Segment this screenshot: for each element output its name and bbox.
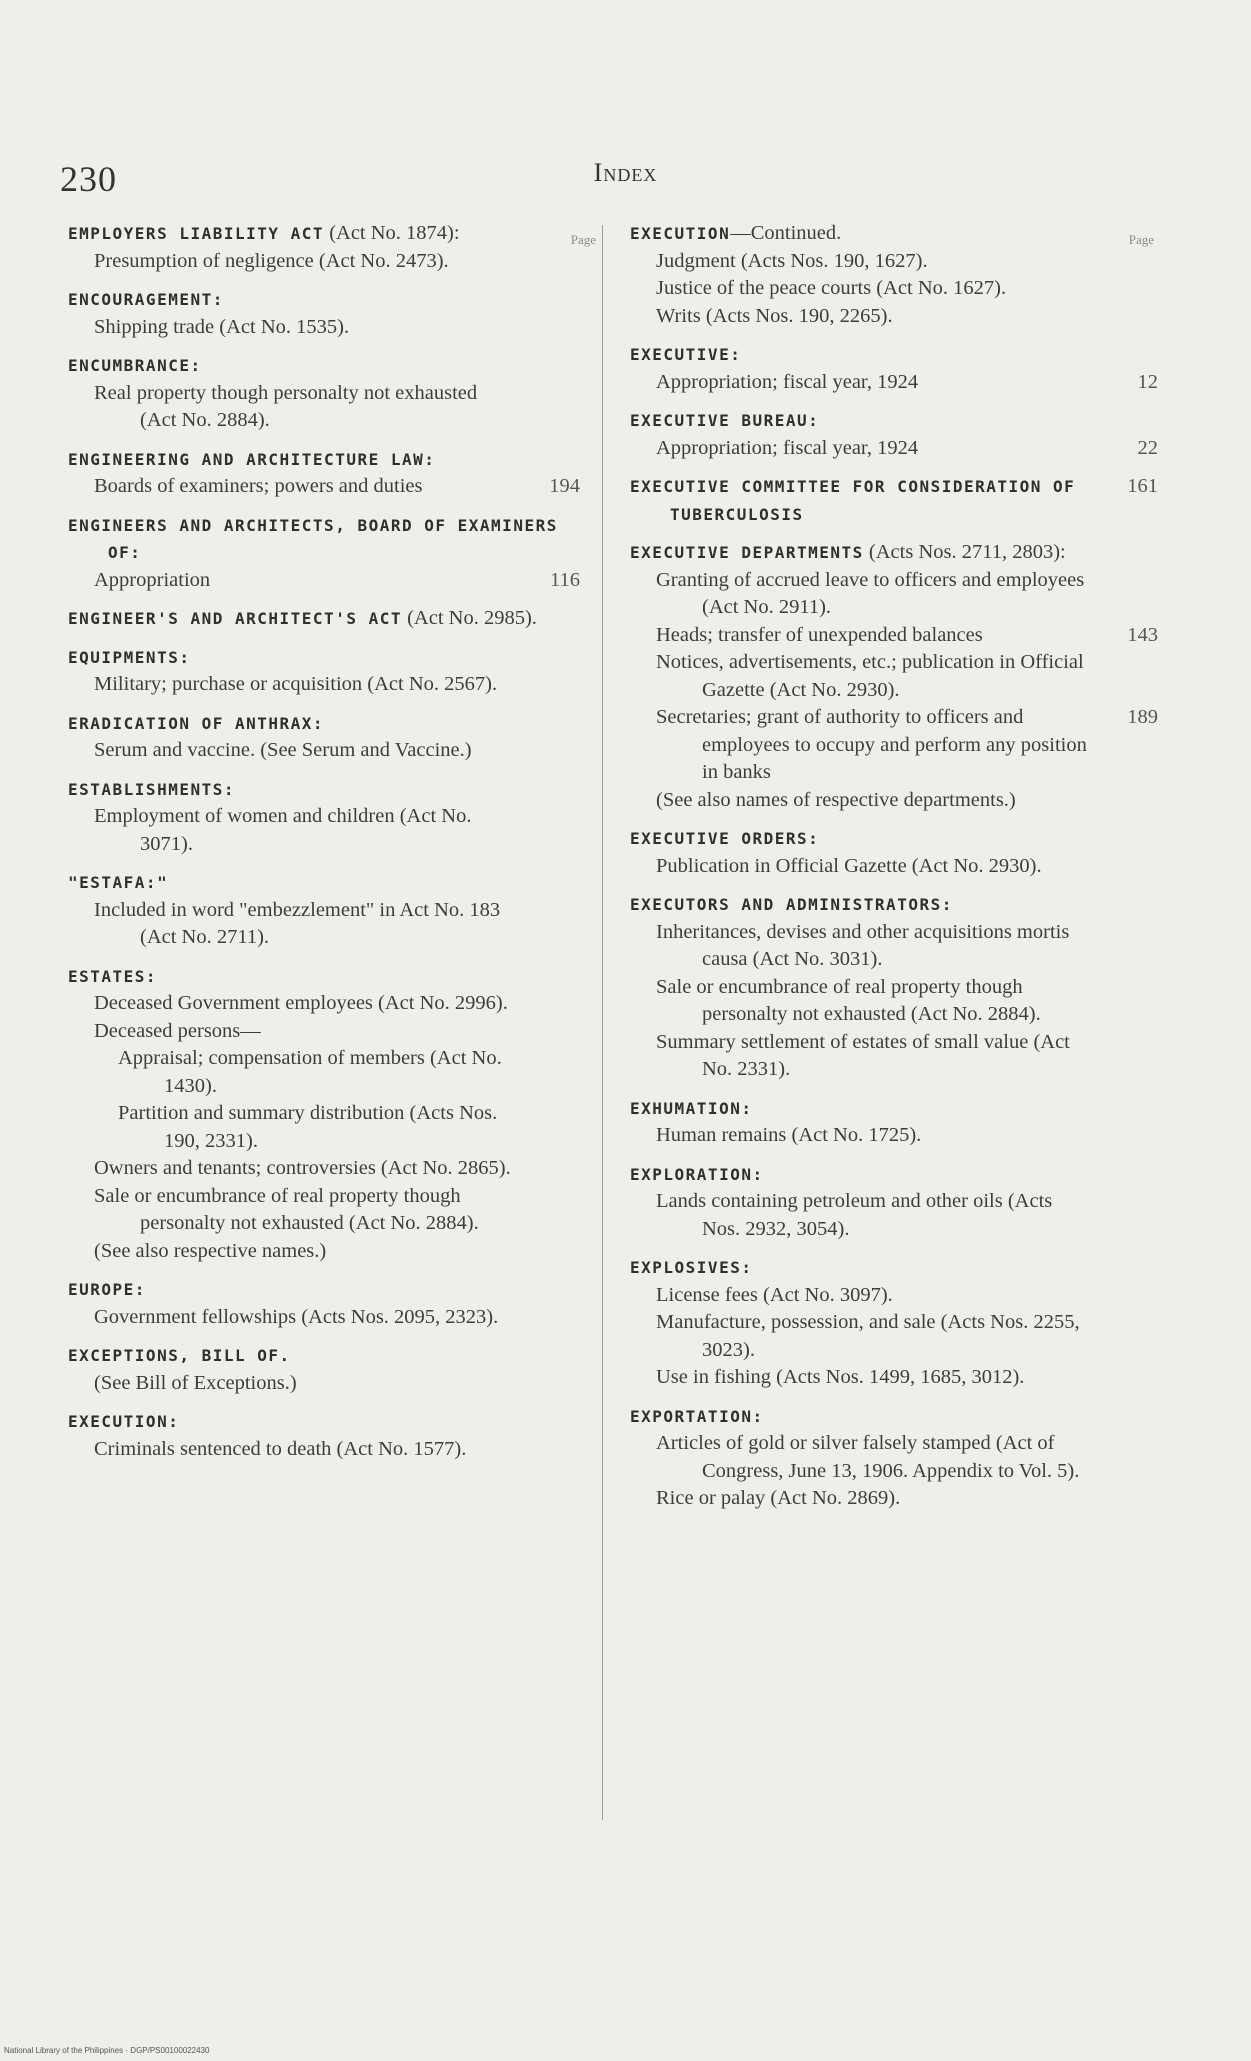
index-page-ref: 22	[1137, 436, 1158, 459]
index-subentry-text: Summary settlement of estates of small value (Act No. 2331).	[656, 1030, 1070, 1080]
index-subentry	[630, 974, 1158, 1029]
index-heading: EXECUTIVE DEPARTMENTS	[630, 543, 864, 562]
index-heading-wrap	[68, 220, 580, 248]
index-heading-line	[630, 539, 1158, 567]
index-subentry	[68, 314, 580, 342]
index-heading-wrap	[630, 825, 1158, 853]
index-heading-wrap	[630, 220, 1158, 248]
index-entry	[630, 825, 1158, 880]
index-heading-wrap	[68, 446, 580, 474]
running-head: Index	[593, 158, 658, 187]
index-subentry-text: Employment of women and children (Act No. 3071).	[94, 805, 472, 855]
index-subentry	[68, 1436, 580, 1464]
index-heading-line	[68, 1408, 580, 1436]
scan-footer: National Library of the Philippines · DGP/PS00100022430	[4, 2046, 210, 2055]
index-entry	[630, 473, 1158, 528]
index-entry	[630, 1161, 1158, 1244]
index-heading-line	[68, 446, 580, 474]
index-heading-line	[68, 1276, 580, 1304]
index-heading: EXECUTIVE COMMITTEE FOR CONSIDERATION OF TUBERCULOSIS	[630, 477, 1076, 524]
index-heading-wrap	[630, 1403, 1158, 1431]
index-subentry	[630, 1282, 1158, 1310]
index-heading: EQUIPMENTS:	[68, 647, 191, 667]
index-page-ref: 161	[1127, 475, 1158, 497]
index-column-left	[68, 220, 596, 1474]
index-subentry	[630, 435, 1158, 463]
index-heading-wrap	[68, 776, 580, 804]
index-entry	[630, 407, 1158, 462]
index-entry	[630, 1403, 1158, 1513]
index-page-ref: 143	[1127, 623, 1158, 646]
index-subentry	[630, 622, 1158, 650]
index-heading-line	[68, 869, 580, 897]
index-heading-wrap	[68, 605, 580, 633]
index-entry	[68, 352, 580, 435]
column-divider	[602, 225, 603, 1820]
index-heading-wrap	[630, 1254, 1158, 1282]
index-subentry-text: Notices, advertisements, etc.; publication in Official Gazette (Act No. 2930).	[656, 651, 1084, 701]
index-subentry-text: Justice of the peace courts (Act No. 1627).	[656, 277, 1007, 299]
index-heading: EXCEPTIONS, BILL OF.	[68, 1346, 291, 1365]
index-heading-suffix: (Acts Nos. 2711, 2803):	[863, 541, 1066, 563]
index-subentry	[68, 897, 580, 952]
index-heading-line	[68, 512, 580, 567]
index-heading-line	[68, 352, 580, 380]
index-subentry-text: Rice or palay (Act No. 2869).	[656, 1487, 901, 1509]
index-heading: EXECUTORS AND ADMINISTRATORS:	[630, 895, 953, 914]
index-heading-wrap	[630, 539, 1158, 567]
index-entry	[630, 1095, 1158, 1150]
index-heading: EXECUTION	[630, 224, 731, 243]
index-subentry	[68, 248, 580, 276]
index-subentry-text: Appraisal; compensation of members (Act No. 1430).	[118, 1047, 502, 1097]
index-subentry-text: (See Bill of Exceptions.)	[94, 1371, 297, 1394]
index-subentry-text: Lands containing petroleum and other oils (Acts Nos. 2932, 3054).	[656, 1190, 1053, 1240]
index-page-ref: 194	[549, 475, 580, 497]
index-subentry-text: Included in word "embezzlement" in Act No. 183 (Act No. 2711).	[94, 898, 501, 948]
index-subentry	[630, 1430, 1158, 1485]
page-number: 230	[60, 159, 117, 199]
index-heading: EXECUTIVE BUREAU:	[630, 411, 820, 430]
index-page-ref: 189	[1127, 706, 1158, 728]
index-subentry-text: Military; purchase or acquisition (Act No. 2567).	[94, 673, 498, 695]
index-heading-wrap	[68, 1408, 580, 1436]
index-heading-wrap	[68, 869, 580, 897]
index-subentry-text: Writs (Acts Nos. 190, 2265).	[656, 304, 893, 327]
index-heading-line	[630, 825, 1158, 853]
index-subentry	[630, 853, 1158, 881]
index-subentry-text: Serum and vaccine. (See Serum and Vaccine.)	[94, 739, 472, 761]
index-entry	[68, 1276, 580, 1331]
index-subentry	[630, 1122, 1158, 1150]
index-subentry-text: Sale or encumbrance of real property though personalty not exhausted (Act No. 2884).	[656, 975, 1041, 1025]
index-subentry	[630, 787, 1158, 815]
index-subentry-text: Appropriation; fiscal year, 1924	[656, 436, 919, 459]
index-subentry	[630, 1029, 1158, 1084]
index-subentry-text: Real property though personalty not exhausted (Act No. 2884).	[94, 381, 478, 431]
index-heading-line	[68, 963, 580, 991]
index-subentry	[630, 369, 1158, 397]
index-subentry-text: Appropriation; fiscal year, 1924	[656, 370, 919, 393]
index-entry	[68, 644, 580, 699]
index-heading: "ESTAFA:"	[68, 873, 169, 892]
index-subentry	[68, 1155, 580, 1183]
index-subentry-text: Secretaries; grant of authority to officers and employees to occupy and perform any position in banks	[656, 706, 1087, 783]
index-subentry-text: Deceased Government employees (Act No. 2996).	[94, 992, 508, 1014]
index-subentry-text: Manufacture, possession, and sale (Acts Nos. 2255, 3023).	[656, 1311, 1080, 1361]
index-heading: ENGINEERS AND ARCHITECTS, BOARD OF EXAMINERS OF:	[68, 515, 558, 562]
index-heading: EXPORTATION:	[630, 1406, 764, 1426]
index-subentry-text: Deceased persons—	[94, 1019, 261, 1042]
index-entry	[68, 446, 580, 501]
index-entry	[68, 605, 580, 633]
index-entry	[68, 220, 580, 275]
index-entry	[630, 539, 1158, 814]
index-subentry	[68, 1370, 580, 1398]
index-heading-line	[630, 1161, 1158, 1189]
index-heading: EXPLOSIVES:	[630, 1258, 753, 1277]
index-heading-suffix: —Continued.	[730, 222, 842, 244]
index-heading: EXECUTIVE ORDERS:	[630, 829, 820, 848]
index-heading-wrap	[68, 352, 580, 380]
index-heading: EXHUMATION:	[630, 1098, 753, 1118]
index-subentry	[68, 1183, 580, 1238]
index-heading-line	[68, 1342, 580, 1370]
index-heading: EXECUTION:	[68, 1412, 180, 1431]
index-entry	[68, 963, 580, 1266]
index-page-ref: 116	[550, 568, 580, 591]
index-subentry	[68, 473, 580, 501]
index-heading-line	[68, 286, 580, 314]
index-entry	[68, 1342, 580, 1397]
index-heading-wrap	[68, 1276, 580, 1304]
index-subentry-text: Judgment (Acts Nos. 190, 1627).	[656, 249, 928, 272]
index-subentry	[630, 1188, 1158, 1243]
index-heading-line	[68, 220, 580, 248]
index-subentry-text: Owners and tenants; controversies (Act No. 2865).	[94, 1157, 511, 1179]
index-subentry	[630, 649, 1158, 704]
index-heading-line	[630, 1095, 1158, 1123]
index-subentry-text: Sale or encumbrance of real property though personalty not exhausted (Act No. 2884).	[94, 1184, 479, 1234]
index-subentry-text: (See also respective names.)	[94, 1239, 327, 1262]
index-subentry	[68, 1018, 580, 1046]
index-subentry-text: Boards of examiners; powers and duties	[94, 475, 423, 497]
index-subentry	[630, 275, 1158, 303]
index-subentry-text: Heads; transfer of unexpended balances	[656, 623, 983, 646]
index-heading: EXECUTIVE:	[630, 345, 742, 364]
index-heading-line	[68, 776, 580, 804]
index-subentry	[68, 671, 580, 699]
index-entry	[630, 220, 1158, 330]
index-subentry	[630, 919, 1158, 974]
index-entry	[68, 776, 580, 859]
index-subentry-text: Inheritances, devises and other acquisitions mortis causa (Act No. 3031).	[656, 920, 1070, 970]
index-subentry-text: (See also names of respective departments.)	[656, 788, 1016, 811]
index-heading: ESTABLISHMENTS:	[68, 779, 235, 799]
index-heading: ENCUMBRANCE:	[68, 356, 202, 375]
index-subentry	[68, 1238, 580, 1266]
index-heading-line	[68, 644, 580, 672]
index-entry	[630, 341, 1158, 396]
index-heading-suffix: (Act No. 2985).	[401, 607, 537, 629]
index-page-ref: 12	[1137, 370, 1158, 393]
index-subentry-text: Appropriation	[94, 568, 211, 591]
index-subentry	[630, 1309, 1158, 1364]
index-subentry-text: Criminals sentenced to death (Act No. 1577).	[94, 1437, 467, 1460]
index-subentry-text: Government fellowships (Acts Nos. 2095, 2323).	[94, 1305, 499, 1328]
index-subentry	[68, 380, 580, 435]
index-entry	[68, 710, 580, 765]
index-heading: ENGINEERING AND ARCHITECTURE LAW:	[68, 449, 436, 469]
page-column-label: Page	[1128, 232, 1154, 247]
index-heading-wrap	[630, 1095, 1158, 1123]
index-subentry	[68, 737, 580, 765]
index-entry	[630, 1254, 1158, 1392]
index-heading-wrap	[68, 644, 580, 672]
index-heading-line	[630, 473, 1158, 528]
index-heading-line	[68, 710, 580, 738]
index-subentry	[68, 990, 580, 1018]
index-subentry-text: Shipping trade (Act No. 1535).	[94, 315, 350, 338]
index-heading-line	[630, 407, 1158, 435]
index-subentry	[630, 248, 1158, 276]
index-heading-suffix: (Act No. 1874):	[324, 222, 460, 244]
index-heading: EUROPE:	[68, 1280, 146, 1299]
index-subentry	[68, 1100, 580, 1155]
index-subentry-text: Articles of gold or silver falsely stamped (Act of Congress, June 13, 1906. Appendix to Vol. 5).	[656, 1432, 1080, 1482]
index-entry	[68, 1408, 580, 1463]
index-heading: ENGINEER'S AND ARCHITECT'S ACT	[68, 609, 402, 628]
index-subentry-text: Use in fishing (Acts Nos. 1499, 1685, 3012).	[656, 1366, 1025, 1388]
index-heading: EXPLORATION:	[630, 1164, 764, 1184]
index-subentry-text: Partition and summary distribution (Acts Nos. 190, 2331).	[118, 1102, 498, 1152]
index-heading: EMPLOYERS LIABILITY ACT	[68, 224, 325, 243]
index-heading-wrap	[68, 1342, 580, 1370]
index-column-right	[630, 220, 1158, 1524]
index-heading-wrap	[630, 891, 1158, 919]
index-subentry	[630, 303, 1158, 331]
index-heading-wrap	[630, 341, 1158, 369]
index-subentry-text: License fees (Act No. 3097).	[656, 1283, 893, 1306]
index-subentry	[630, 567, 1158, 622]
index-subentry	[630, 1364, 1158, 1392]
index-entry	[68, 869, 580, 952]
index-heading-line	[630, 220, 1158, 248]
index-subentry	[68, 567, 580, 595]
index-entry	[68, 286, 580, 341]
page-column-label: Page	[570, 232, 596, 247]
index-heading-wrap	[68, 512, 580, 567]
index-subentry	[630, 704, 1158, 787]
index-subentry	[630, 1485, 1158, 1513]
index-heading: ENCOURAGEMENT:	[68, 290, 224, 309]
index-heading-wrap	[68, 710, 580, 738]
index-heading-wrap	[630, 407, 1158, 435]
index-heading-line	[630, 891, 1158, 919]
index-subentry-text: Publication in Official Gazette (Act No. 2930).	[656, 854, 1042, 877]
index-heading-line	[68, 605, 580, 633]
index-subentry-text: Presumption of negligence (Act No. 2473).	[94, 249, 449, 272]
index-entry	[68, 512, 580, 595]
index-entry	[630, 891, 1158, 1084]
index-heading-wrap	[68, 963, 580, 991]
index-heading-wrap	[630, 1161, 1158, 1189]
index-heading-wrap	[68, 286, 580, 314]
index-subentry	[68, 1045, 580, 1100]
index-heading: ESTATES:	[68, 966, 158, 986]
index-subentry-text: Granting of accrued leave to officers and employees (Act No. 2911).	[656, 568, 1085, 618]
index-subentry-text: Human remains (Act No. 1725).	[656, 1124, 922, 1146]
index-heading-line	[630, 1403, 1158, 1431]
index-heading-line	[630, 341, 1158, 369]
index-heading-wrap	[630, 473, 1094, 528]
index-heading: ERADICATION OF ANTHRAX:	[68, 713, 325, 733]
index-heading-line	[630, 1254, 1158, 1282]
index-subentry	[68, 1304, 580, 1332]
index-subentry	[68, 803, 580, 858]
